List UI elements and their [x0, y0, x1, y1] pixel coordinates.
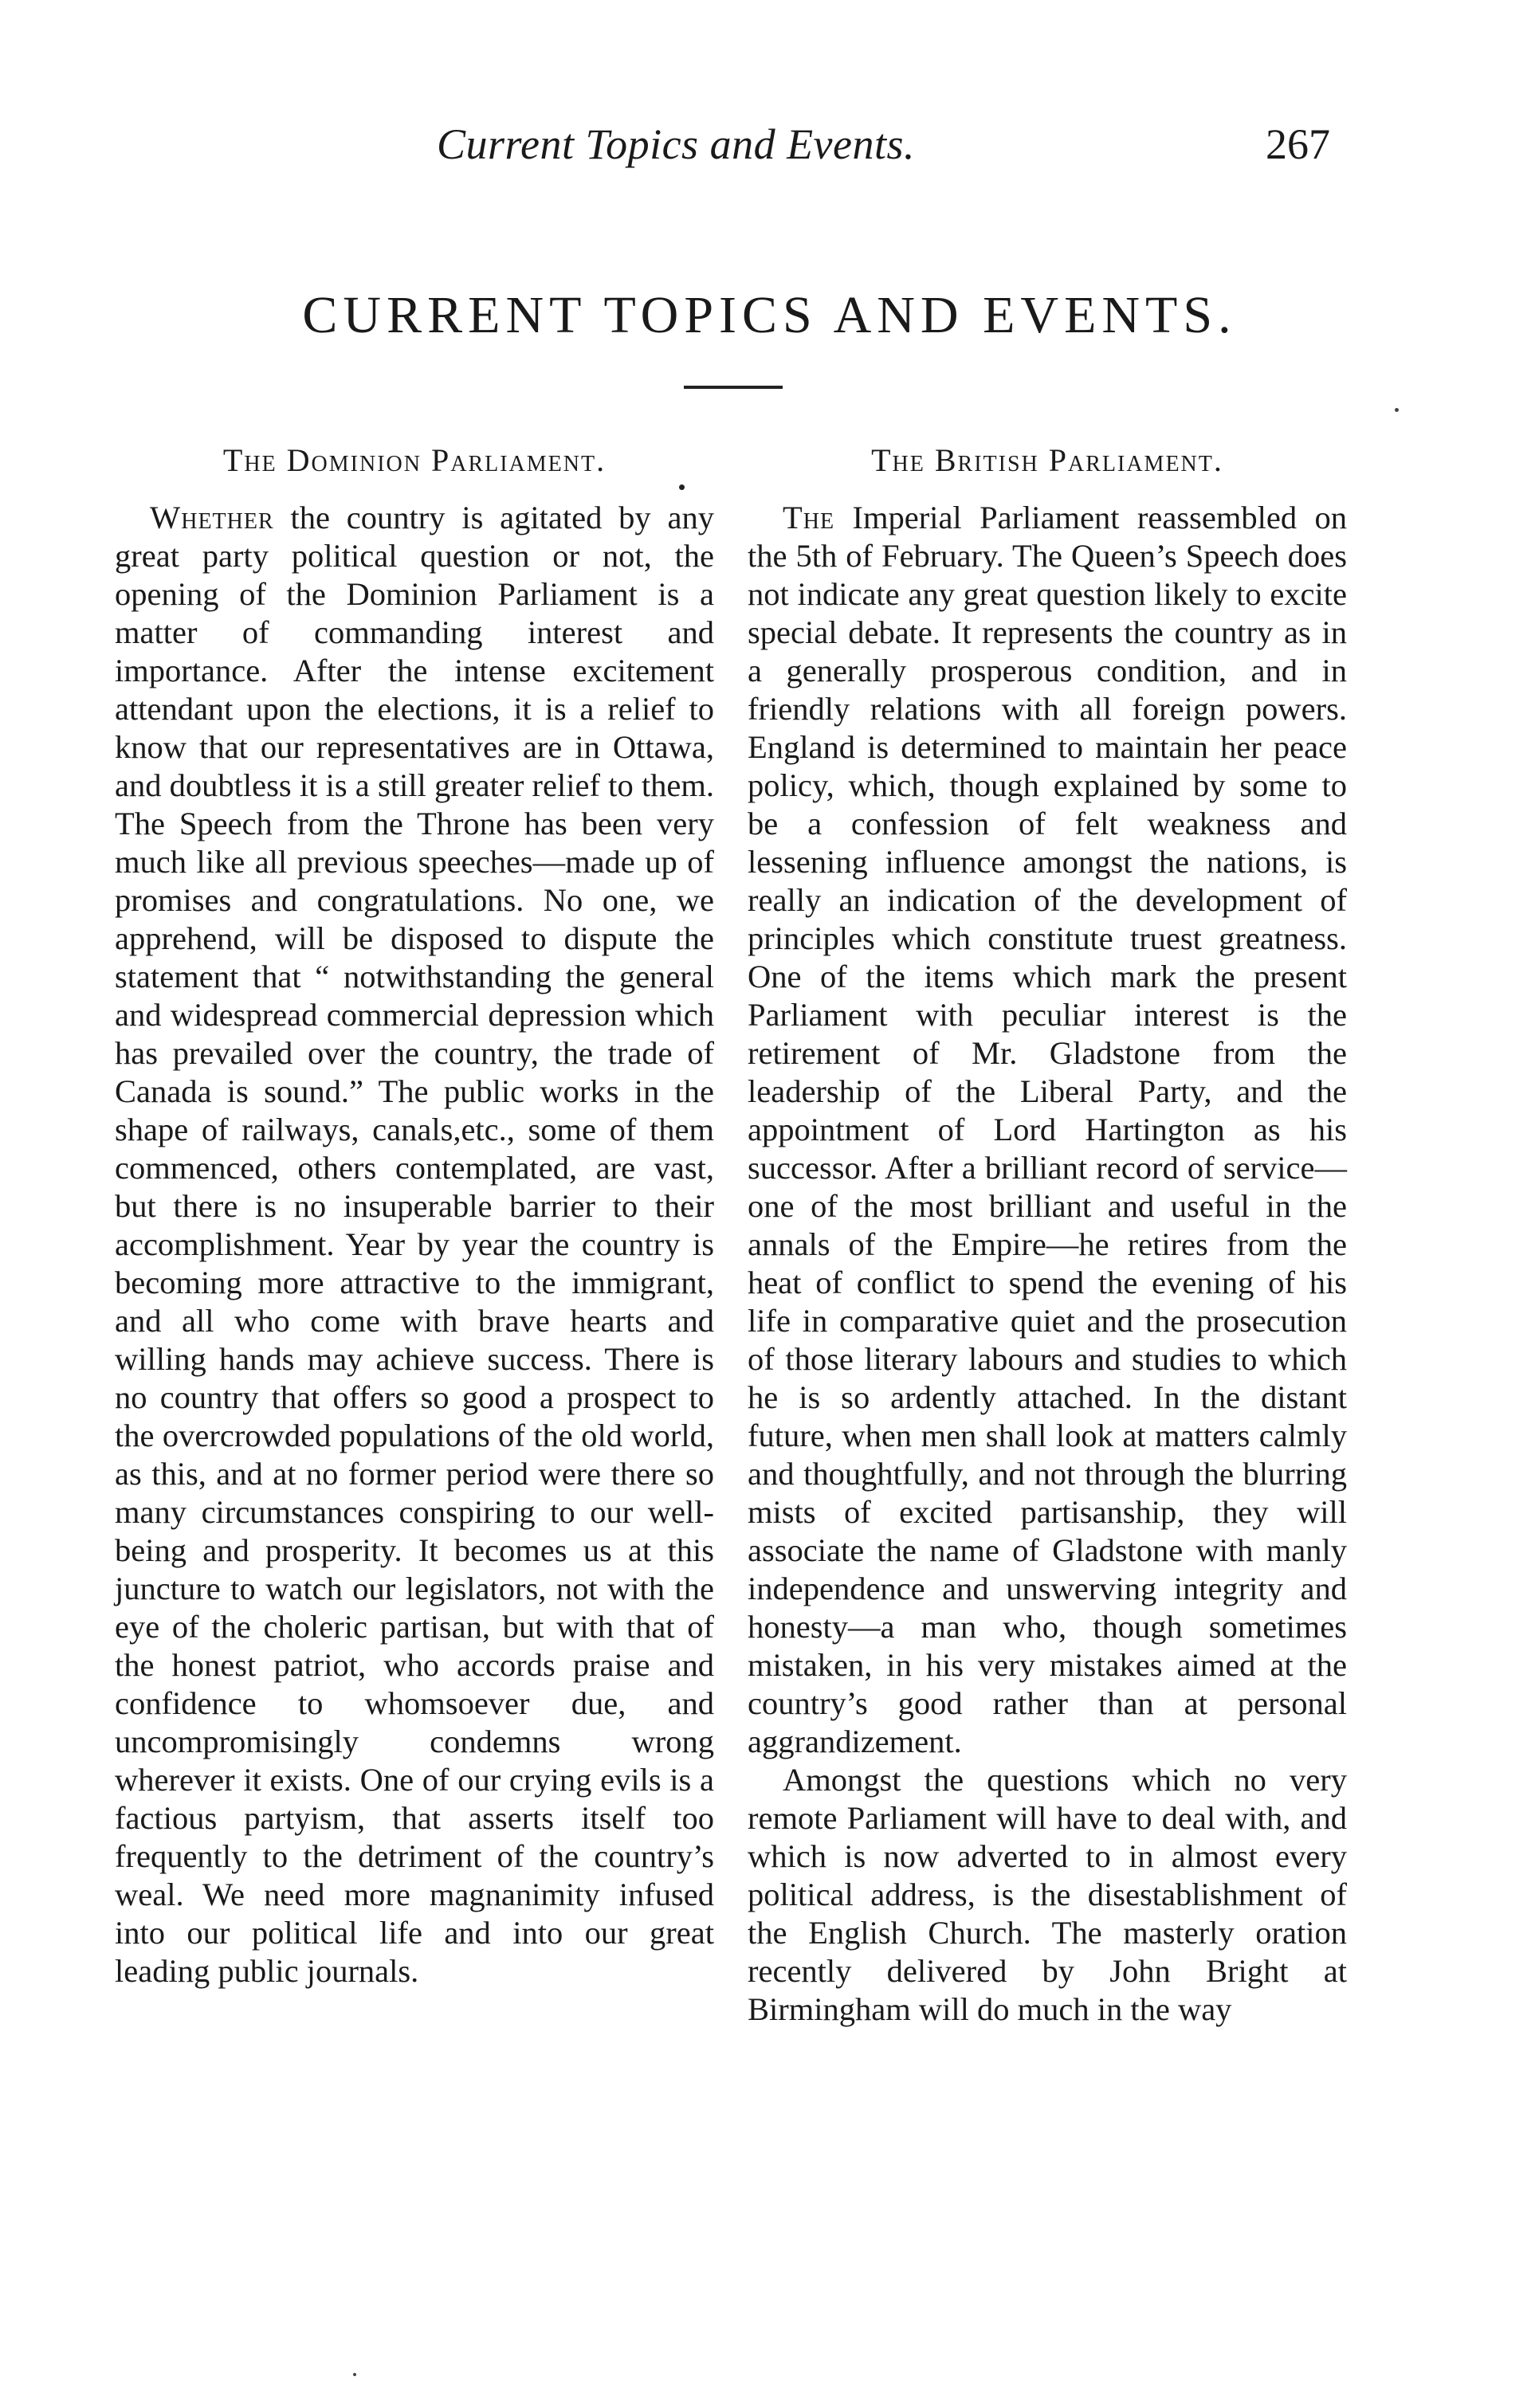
right-column	[748, 437, 1347, 2029]
right-body-text: Imperial Parliament reassembled on the 5th of February. The Queen’s Speech does not indicate any great question likely to excite special debate. It represents the country as in a generally prosperous condition, and in friendly relations with all foreign powers. England is determined to maintain her peace policy, which, though explained by some to be a confession of felt weakness and lessening influence amongst the nations, is really an indication of the development of principles which constitute truest greatness. One of the items which mark the present Parliament with peculiar interest is the retirement of Mr. Gladstone from the leadership of the Liberal Party, and the appointment of Lord Hartington as his successor. After a brilliant record of service—one of the most brilliant and useful in the annals of the Empire—he retires from the heat of conflict to spend the evening of his life in comparative quiet and the prosecution of those literary labours and studies to which he is so ardently attached. In the distant future, when men shall look at matters calmly and thoughtfully, and not through the blurring mists of excited partisanship, they will associate the name of Gladstone with manly independence and unswerving integrity and honesty—a man who, though sometimes mistaken, in his very mistakes aimed at the country’s good rather than at personal aggrandizement.	[748, 500, 1347, 1759]
print-mark	[679, 484, 685, 490]
page-number: 267	[1266, 120, 1330, 168]
running-title: Current Topics and Events.	[437, 120, 916, 168]
right-column-paragraph-2: Amongst the questions which no very remote Parliament will have to deal with, and which is now adverted to in almost every political address, is the disestablishment of the English Church. The masterly oration recently delivered by John Bright at Birmingham will do much in the way	[748, 1762, 1347, 2027]
right-column-heading: The British Parliament.	[871, 442, 1223, 478]
right-column-paragraph-1	[748, 499, 1347, 1761]
paper-speck	[353, 2373, 356, 2376]
left-column-heading: The Dominion Parliament.	[222, 442, 607, 478]
right-lead-word: The	[783, 500, 835, 535]
left-column-paragraph	[115, 499, 714, 1990]
title-rule	[684, 386, 783, 389]
left-column	[115, 437, 714, 1990]
running-head	[0, 120, 1539, 175]
left-body-text: the country is agitated by any great party political question or not, the opening of the Dominion Parliament is a matter of commanding interest and importance. After the intense excitement attendant upon the elections, it is a relief to know that our representatives are in Ottawa, and doubtless it is a still greater relief to them. The Speech from the Throne has been very much like all previous speeches—made up of promises and congratulations. No one, we apprehend, will be disposed to dispute the statement that “ notwithstanding the general and widespread commercial depression which has prevailed over the country, the trade of Canada is sound.” The public works in the shape of railways, canals,etc., some of them commenced, others contemplated, are vast, but there is no insuperable barrier to their accomplishment. Year by year the country is becoming more attractive to the immigrant, and all who come with brave hearts and willing hands may achieve success. There is no country that offers so good a prospect to the overcrowded populations of the old world, as this, and at no former period were there so many circumstances conspiring to our well-being and prosperity. It becomes us at this juncture to watch our legislators, not with the eye of the choleric partisan, but with that of the honest patriot, who accords praise and confidence to whomsoever due, and uncompromisingly condemns wrong wherever it exists. One of our crying evils is a factious partyism, that asserts itself too frequently to the detriment of the country’s weal. We need more magnanimity infused into our political life and into our great leading public journals.	[115, 500, 714, 1989]
page-title: CURRENT TOPICS AND EVENTS.	[302, 286, 1237, 344]
left-lead-word: Whether	[150, 500, 274, 535]
paper-speck	[1395, 408, 1399, 412]
